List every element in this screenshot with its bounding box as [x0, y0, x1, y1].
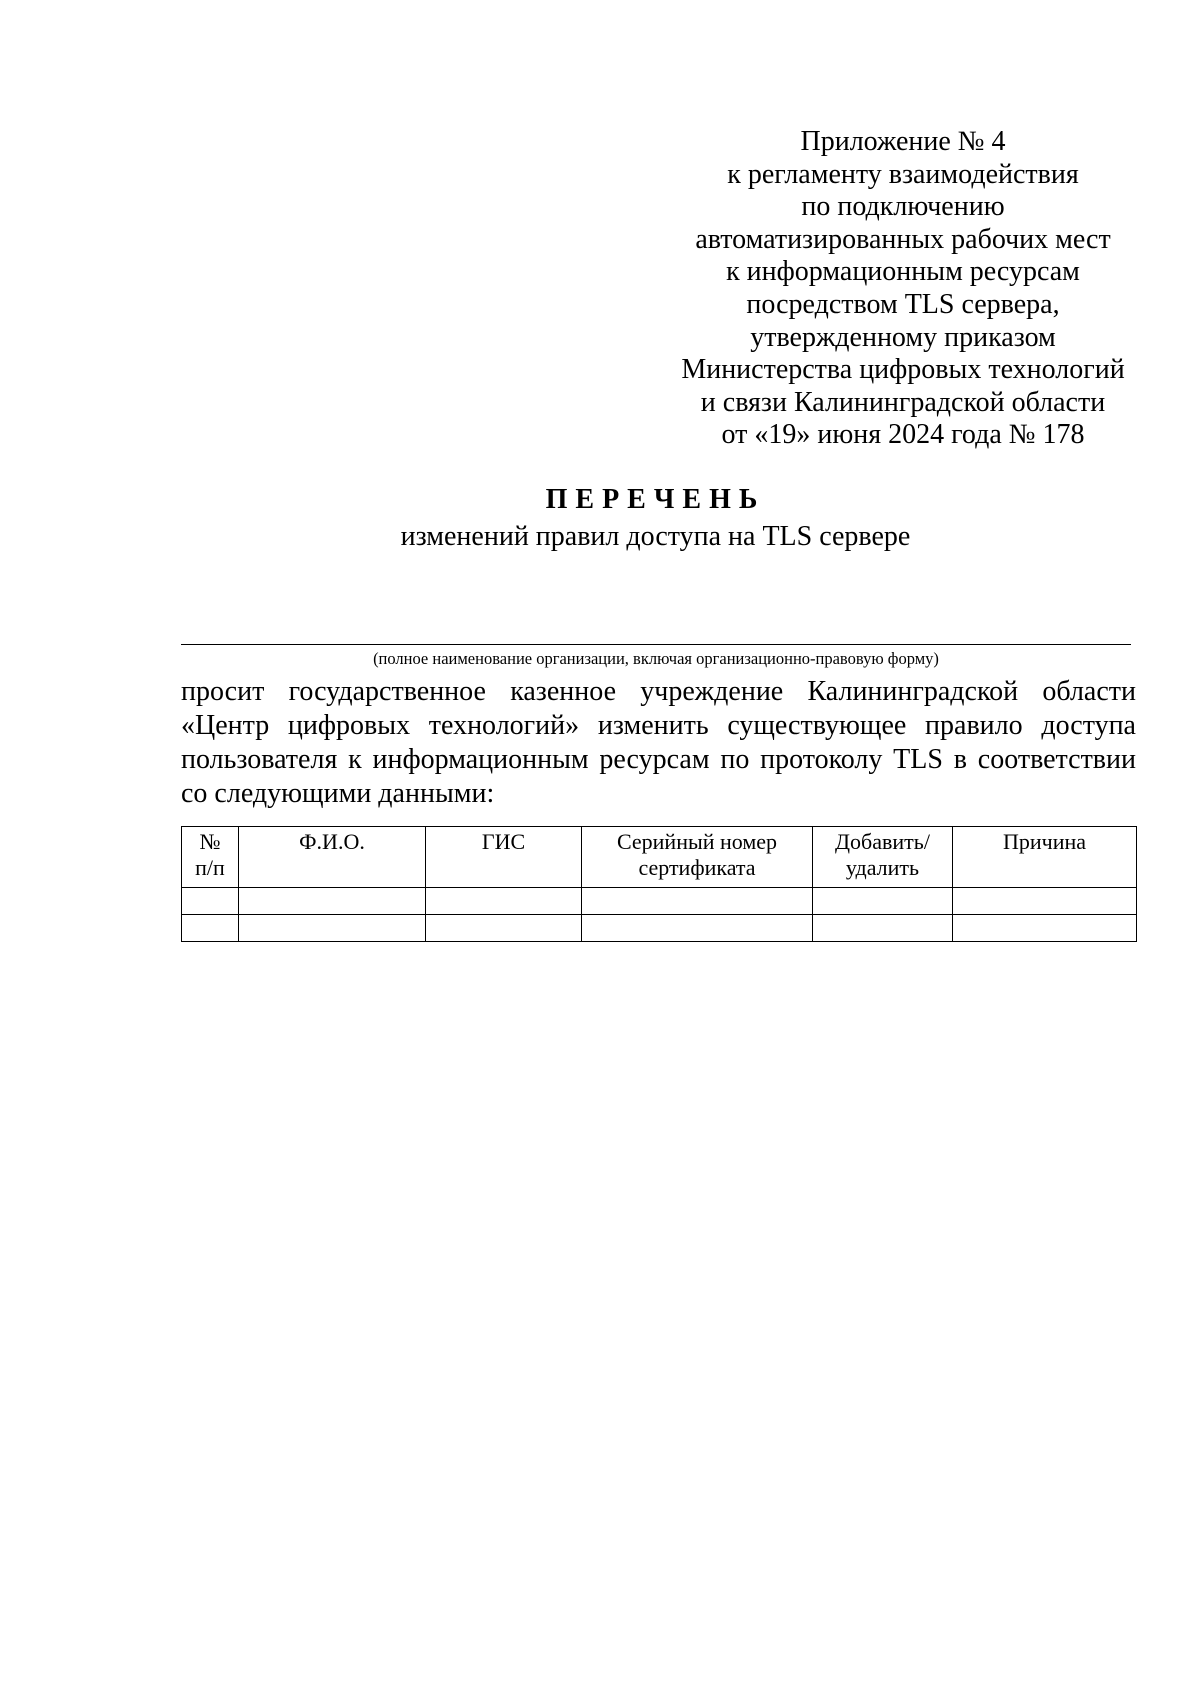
header-gis: [426, 827, 582, 888]
table-cell: [582, 888, 813, 915]
header-text: Причина: [1002, 829, 1087, 854]
request-line: «Центр цифровых технологий» изменить существующее правило доступа: [181, 710, 1136, 741]
table-cell: [582, 915, 813, 942]
table-cell: [953, 888, 1137, 915]
appendix-line: к информационным ресурсам: [726, 256, 1080, 288]
table-cell: [426, 915, 582, 942]
access-changes-table: [181, 826, 1137, 942]
appendix-line: по подключению: [801, 191, 1005, 223]
table-row: [182, 915, 1137, 942]
request-line: просит государственное казенное учреждение Калининградской области: [181, 676, 1136, 707]
document-title: ПЕРЕЧЕНЬ: [545, 484, 766, 515]
table-header-row: [182, 827, 1137, 888]
table-cell: [953, 915, 1137, 942]
appendix-line: Приложение № 4: [800, 126, 1006, 157]
appendix-line: автоматизированных рабочих мест: [695, 223, 1111, 255]
request-paragraph: [181, 675, 1136, 811]
header-text: Добавить/: [835, 829, 930, 854]
request-line: со следующими данными:: [181, 778, 495, 809]
table-cell: [813, 915, 953, 942]
header-add-remove: [813, 827, 953, 888]
appendix-line: посредством TLS сервера,: [746, 288, 1060, 320]
appendix-line: и связи Калининградской области: [700, 386, 1106, 418]
header-certificate-serial: [582, 827, 813, 888]
table-cell: [182, 888, 239, 915]
appendix-line: Министерства цифровых технологий: [681, 354, 1125, 386]
appendix-line: к регламенту взаимодействия: [727, 158, 1079, 190]
table-cell: [239, 888, 426, 915]
organization-caption: (полное наименование организации, включая организационно-правовую форму): [373, 649, 939, 668]
table-cell: [813, 888, 953, 915]
organization-name-blank: [181, 644, 1131, 645]
header-text: Серийный номер: [616, 829, 778, 854]
table-row: [182, 888, 1137, 915]
appendix-line: от «19» июня 2024 года № 178: [721, 419, 1085, 451]
header-text: Ф.И.О.: [299, 829, 365, 854]
request-line: пользователя к информационным ресурсам по протоколу TLS в соответствии: [181, 744, 1136, 775]
header-full-name: [239, 827, 426, 888]
appendix-line: утвержденному приказом: [750, 321, 1056, 353]
header-number: [182, 827, 239, 888]
document-subtitle: изменений правил доступа на TLS сервере: [400, 521, 911, 552]
header-text: №: [199, 829, 221, 854]
header-reason: [953, 827, 1137, 888]
table-cell: [182, 915, 239, 942]
header-text: сертификата: [638, 855, 756, 880]
table-cell: [426, 888, 582, 915]
table-cell: [239, 915, 426, 942]
header-text: ГИС: [481, 829, 526, 854]
header-text: удалить: [845, 855, 920, 880]
header-text: п/п: [195, 855, 225, 880]
appendix-header: [668, 126, 1138, 452]
